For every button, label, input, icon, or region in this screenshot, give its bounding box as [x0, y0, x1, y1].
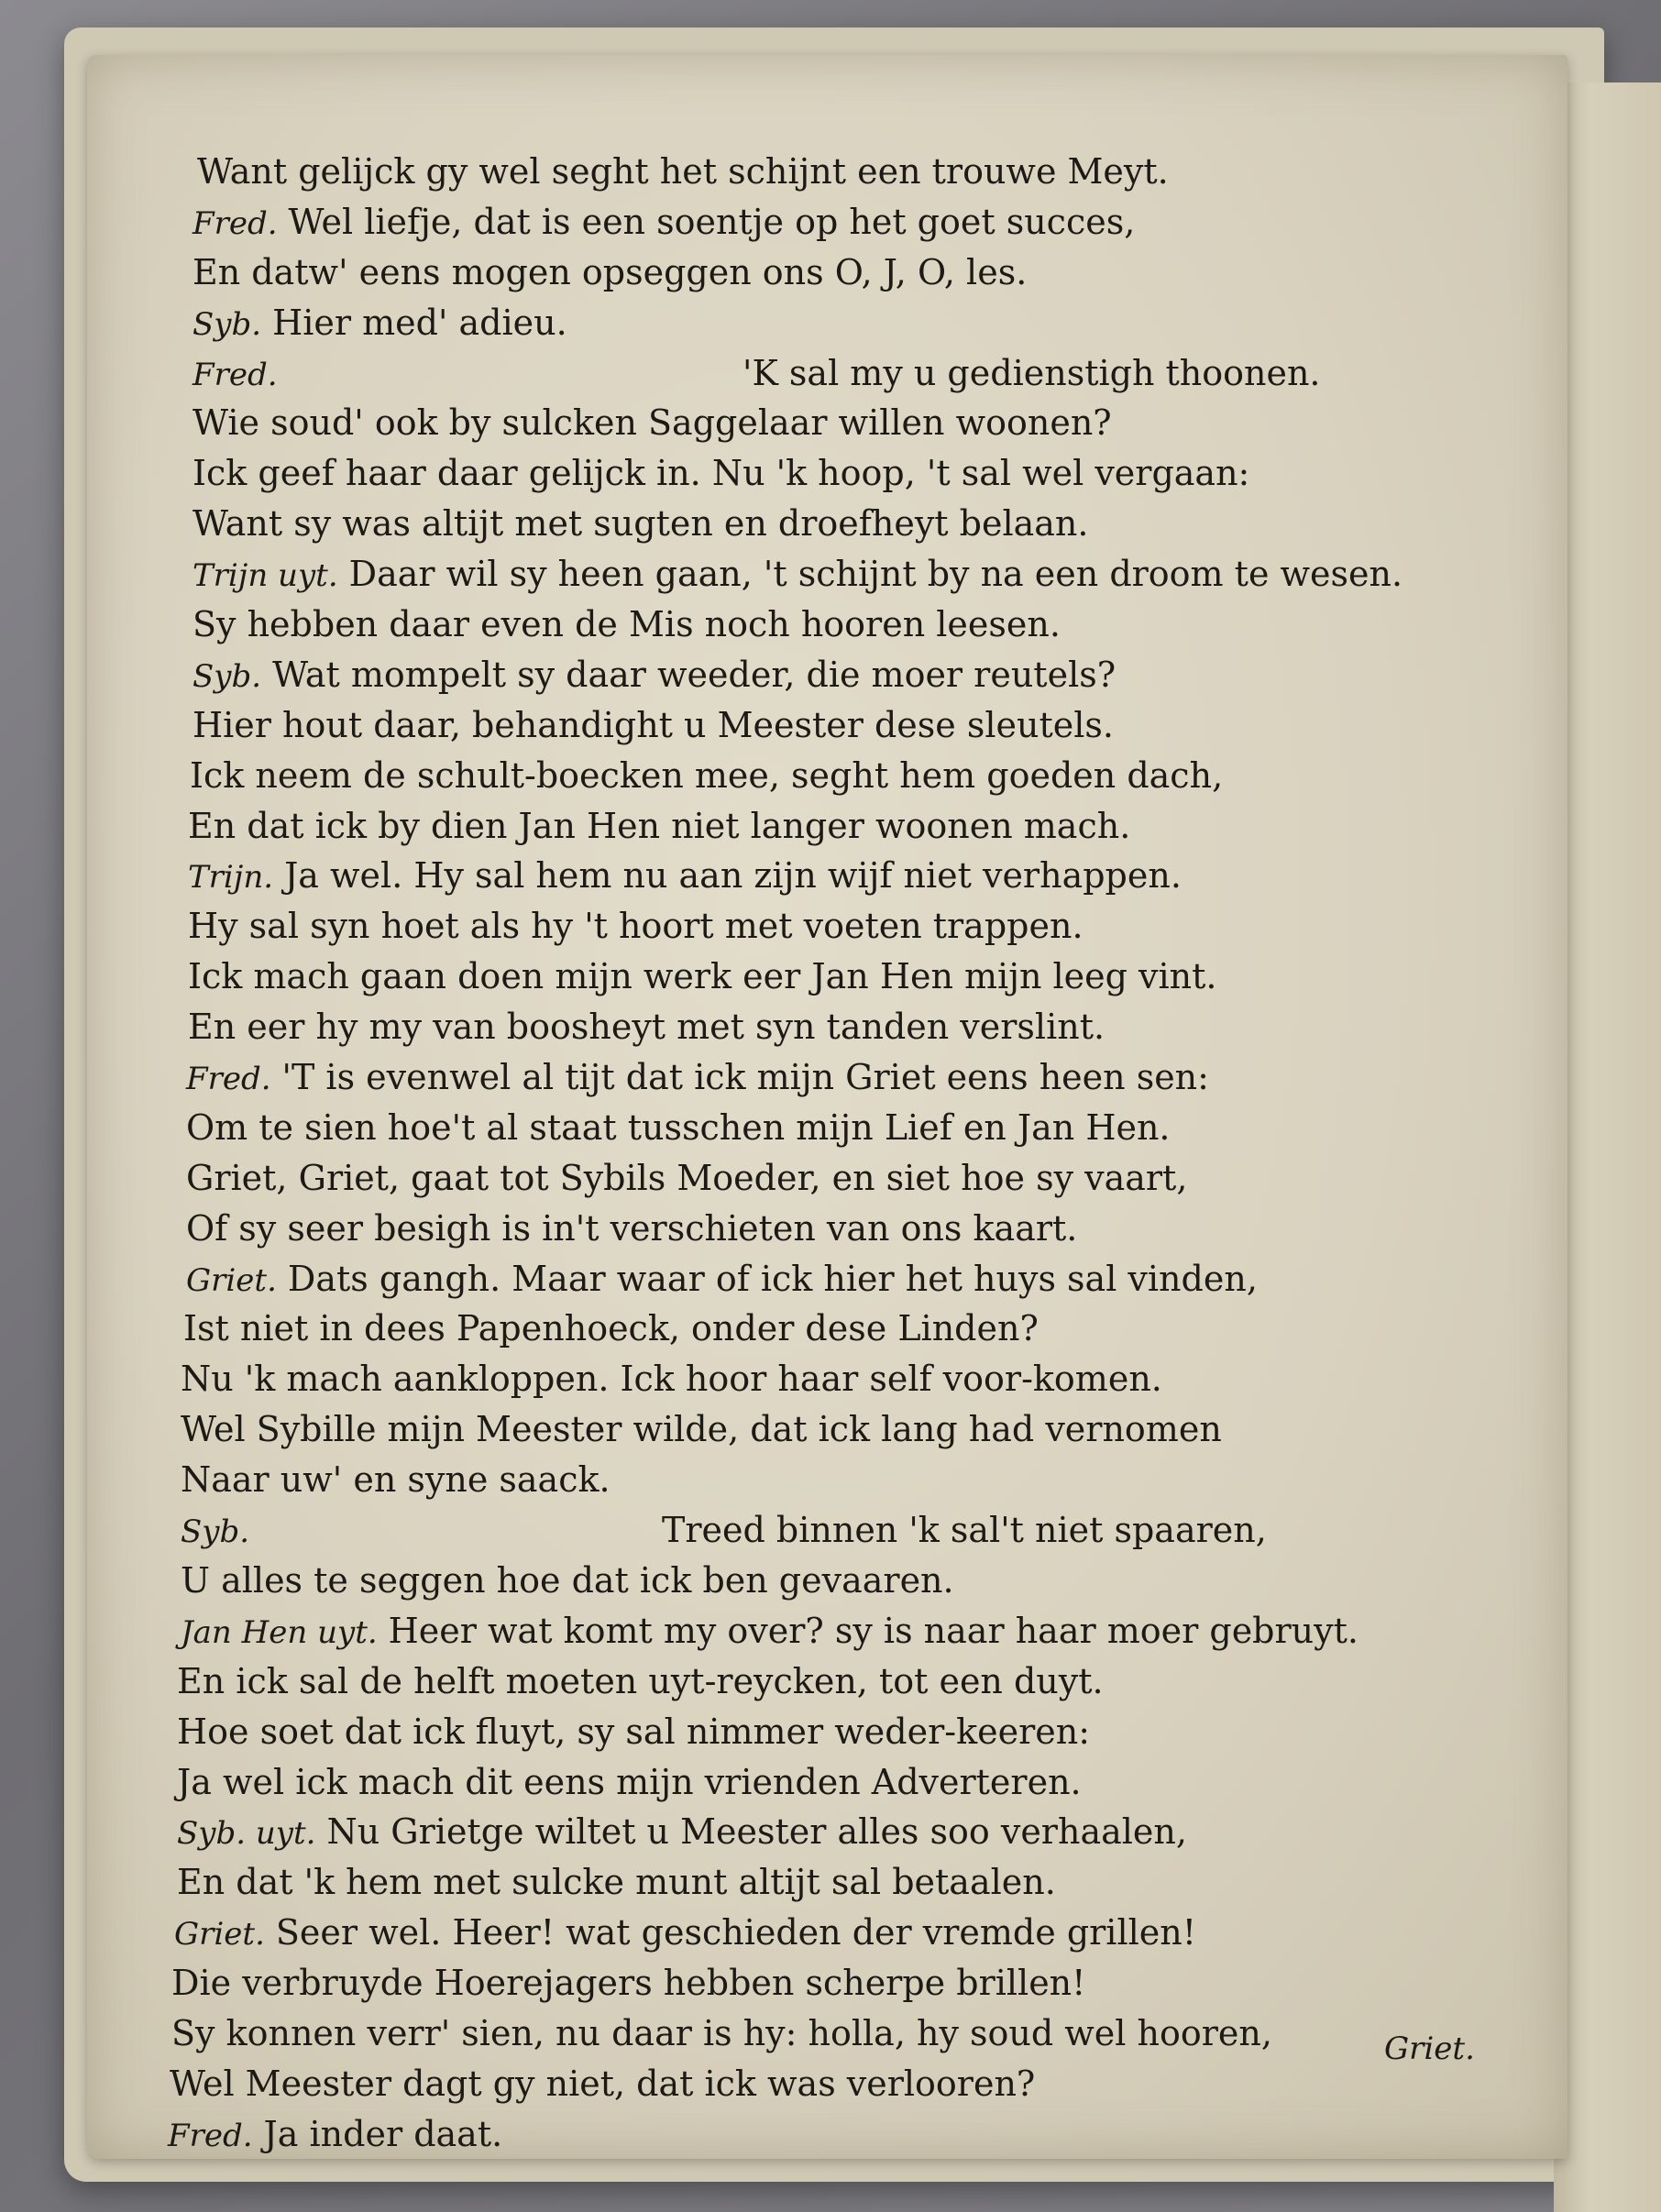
- speaker-name: Fred.: [192, 204, 278, 242]
- text-line: [192, 248, 1421, 298]
- line-text: Sy konnen verr' sien, nu daar is hy: holla, hy soud wel hooren,: [171, 2012, 1272, 2053]
- text-line: [181, 1606, 1409, 1656]
- text-line: [181, 1556, 1409, 1606]
- line-text: Want sy was altijt met sugten en droefheyt belaan.: [192, 503, 1089, 545]
- text-line: [188, 1002, 1416, 1052]
- speaker-name: Syb.: [192, 657, 262, 695]
- speaker-name: Trijn uyt.: [192, 557, 338, 595]
- line-text: U alles te seggen hoe dat ick ben gevaaren.: [181, 1559, 954, 1601]
- text-line: [174, 1908, 1402, 1958]
- speaker-name: Griet.: [186, 1261, 277, 1299]
- text-line: [186, 1204, 1414, 1254]
- text-line: [186, 1153, 1414, 1204]
- line-text: Ist niet in dees Papenhoeck, onder dese Linden?: [183, 1308, 1039, 1349]
- text-line: [188, 952, 1416, 1002]
- line-text: Nu 'k mach aankloppen. Ick hoor haar self voor-komen.: [181, 1359, 1162, 1400]
- line-text: Wat mompelt sy daar weeder, die moer reutels?: [272, 654, 1116, 695]
- text-line: [181, 1455, 1409, 1505]
- text-line: [192, 600, 1421, 650]
- line-text: En eer hy my van boosheyt met syn tanden verslint.: [188, 1007, 1106, 1048]
- line-text: Heer wat komt my over? sy is naar haar moer gebruyt.: [388, 1610, 1358, 1651]
- text-line: [190, 751, 1418, 801]
- line-text: Ja inder daat.: [263, 2113, 503, 2154]
- line-text-continuation: 'K sal my u gedienstigh thoonen.: [742, 352, 1321, 393]
- text-line: [170, 2059, 1398, 2109]
- text-line: [183, 1304, 1412, 1354]
- line-text: Hier hout daar, behandight u Meester dese sleutels.: [192, 704, 1114, 745]
- line-text: Daar wil sy heen gaan, 't schijnt by na een droom te wesen.: [348, 554, 1403, 595]
- text-line: [188, 901, 1416, 952]
- line-text: Nu Grietge wiltet u Meester alles soo verhaalen,: [326, 1811, 1187, 1853]
- speaker-name: Fred.: [186, 1061, 271, 1098]
- line-text: Seer wel. Heer! wat geschieden der vremde grillen!: [275, 1912, 1196, 1953]
- line-text: Want gelijck gy wel seght het schijnt een trouwe Meyt.: [197, 151, 1169, 192]
- text-line: [181, 1354, 1409, 1404]
- line-text: Wel Sybille mijn Meester wilde, dat ick lang had vernomen: [181, 1409, 1222, 1450]
- catchword: Griet.: [1384, 2030, 1475, 2067]
- line-text: Naar uw' en syne saack.: [181, 1459, 610, 1501]
- line-text: Wel liefje, dat is een soentje op het goet succes,: [288, 201, 1136, 242]
- text-line: [181, 1404, 1409, 1455]
- line-text: Ick mach gaan doen mijn werk eer Jan Hen mijn leeg vint.: [188, 956, 1217, 997]
- line-text-continuation: Treed binnen 'k sal't niet spaaren,: [662, 1510, 1267, 1551]
- text-line: [192, 448, 1421, 499]
- text-line: [188, 801, 1416, 852]
- line-text: Hy sal syn hoet als hy 't hoort met voeten trappen.: [188, 906, 1084, 947]
- text-line: [192, 650, 1421, 700]
- speaker-name: Griet.: [174, 1916, 265, 1953]
- text-line: [197, 147, 1425, 197]
- line-text: Die verbruyde Hoerejagers hebben scherpe brillen!: [171, 1963, 1086, 2004]
- line-text: 'T is evenwel al tijt dat ick mijn Griet eens heen sen:: [281, 1057, 1209, 1098]
- line-text: Om te sien hoe't al staat tusschen mijn Lief en Jan Hen.: [186, 1106, 1171, 1148]
- line-text: En datw' eens mogen opseggen ons O, J, O, les.: [192, 251, 1028, 292]
- speaker-name: Syb. uyt.: [177, 1815, 316, 1853]
- text-line: [192, 298, 1421, 348]
- text-line: [177, 1857, 1405, 1908]
- text-line: [192, 549, 1421, 600]
- line-text: Wel Meester dagt gy niet, dat ick was verlooren?: [170, 2063, 1036, 2104]
- text-line: [171, 1958, 1400, 2008]
- line-text: Wie soud' ook by sulcken Saggelaar willen woonen?: [192, 402, 1112, 444]
- text-line: [186, 1052, 1414, 1103]
- speaker-name: Jan Hen uyt.: [181, 1613, 378, 1651]
- text-line: [192, 398, 1421, 448]
- text-line: [177, 1707, 1405, 1757]
- speaker-name: Syb.: [192, 305, 262, 343]
- text-line: [186, 1254, 1414, 1304]
- text-line: [177, 1656, 1405, 1707]
- line-text: Ick neem de schult-boecken mee, seght hem goeden dach,: [190, 754, 1224, 796]
- text-line: [168, 2109, 1396, 2160]
- line-text: Ja wel ick mach dit eens mijn vrienden Adverteren.: [177, 1761, 1082, 1802]
- speaker-name: Syb.: [181, 1513, 250, 1551]
- text-line: [177, 1757, 1405, 1808]
- text-line: [192, 348, 1421, 399]
- text-line: [177, 1807, 1405, 1857]
- speaker-name: Trijn.: [188, 859, 274, 897]
- line-text: En ick sal de helft moeten uyt-reycken, tot een duyt.: [177, 1660, 1104, 1701]
- text-line: [186, 1103, 1414, 1153]
- line-text: Hoe soet dat ick fluyt, sy sal nimmer weder-keeren:: [177, 1711, 1091, 1752]
- line-text: Hier med' adieu.: [272, 302, 567, 343]
- line-text: Dats gangh. Maar waar of ick hier het huys sal vinden,: [287, 1258, 1258, 1299]
- text-line: [192, 197, 1421, 248]
- line-text: Sy hebben daar even de Mis noch hooren leesen.: [192, 604, 1061, 645]
- text-line: [192, 700, 1421, 751]
- text-line: [192, 499, 1421, 549]
- speaker-name: Fred.: [192, 356, 278, 393]
- text-line: [181, 1505, 1409, 1556]
- line-text: Of sy seer besigh is in't verschieten van ons kaart.: [186, 1207, 1078, 1249]
- line-text: En dat ick by dien Jan Hen niet langer woonen mach.: [188, 805, 1131, 846]
- text-line: [171, 2008, 1400, 2059]
- line-text: Ick geef haar daar gelijck in. Nu 'k hoop, 't sal wel vergaan:: [192, 453, 1250, 494]
- text-line: [188, 851, 1416, 901]
- book-binding: [1554, 83, 1661, 2212]
- speaker-name: Fred.: [168, 2117, 253, 2154]
- play-text: [168, 147, 1425, 2160]
- line-text: Griet, Griet, gaat tot Sybils Moeder, en siet hoe sy vaart,: [186, 1157, 1188, 1198]
- line-text: Ja wel. Hy sal hem nu aan zijn wijf niet verhappen.: [284, 855, 1182, 897]
- line-text: En dat 'k hem met sulcke munt altijt sal betaalen.: [177, 1862, 1056, 1903]
